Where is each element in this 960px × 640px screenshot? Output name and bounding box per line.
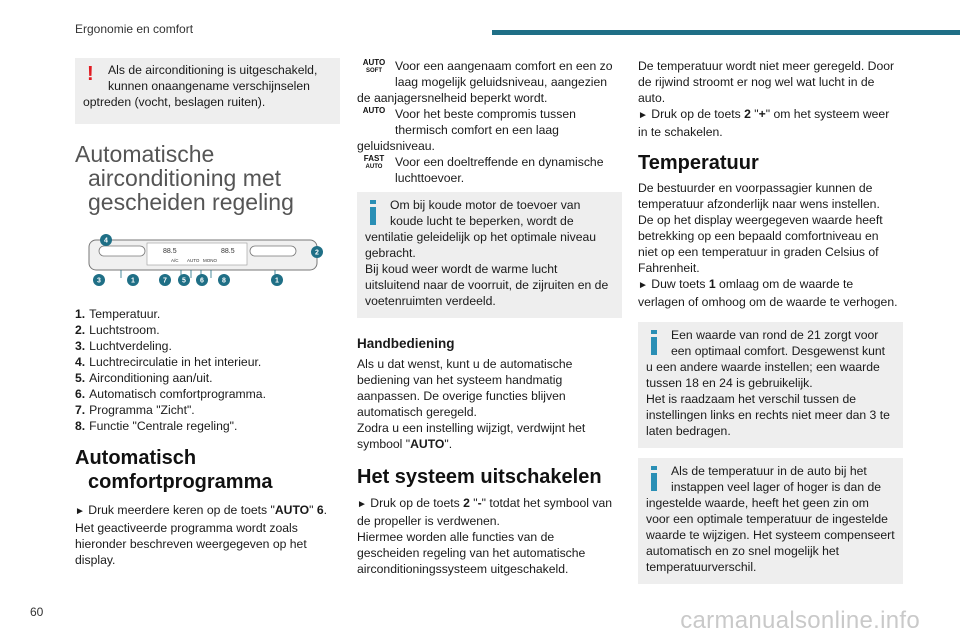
text-run: 6 — [316, 503, 324, 517]
comfort-line: hieronder beschreven weergegeven op het — [75, 537, 307, 551]
panel-ac-label: A/C — [171, 258, 179, 263]
temp-line: De op het display weergegeven waarde heeft — [638, 213, 883, 227]
text-run: 1 — [708, 277, 716, 291]
legend-item — [75, 354, 340, 370]
off-line — [357, 495, 622, 513]
off-line: gescheiden regeling van het automatische — [357, 546, 586, 560]
icon-label: AUTO — [362, 58, 386, 67]
info-box-temp-difference — [638, 458, 903, 584]
info-icon — [365, 200, 381, 224]
info-line: temperatuurverschil. — [646, 560, 757, 574]
text-run: " — [469, 496, 478, 510]
callout-6: 6 — [200, 277, 204, 285]
mode-line: Voor een doeltreffende en dynamische — [395, 155, 604, 169]
panel-mono-label: MONO — [203, 258, 217, 263]
temp-line: temperatuur afzonderlijk naar wens instellen. — [638, 197, 880, 211]
comfort-line: Het geactiveerde programma wordt zoals — [75, 521, 298, 535]
manual-line: aanpassen. De overige functies blijven — [357, 389, 566, 403]
icon-label: AUTO — [362, 106, 386, 115]
auto-mode-icon — [359, 107, 389, 115]
mode-item — [357, 154, 622, 186]
column-right — [638, 58, 903, 594]
temp-line: Fahrenheit. — [638, 261, 700, 275]
mode-line: de aanjagersnelheid beperkt wordt. — [357, 91, 548, 105]
comfort-line: display. — [75, 553, 116, 567]
info-line: uitsluitend naar de voorruit, de zijruiten en de — [365, 278, 609, 292]
text-run: 2 — [463, 496, 470, 510]
info-line: instappen veel lager of hoger is dan de — [671, 480, 882, 494]
auto-mode-icon — [359, 59, 389, 75]
off-paragraph — [357, 495, 622, 577]
mode-line: Voor een aangenaam comfort en een zo — [395, 59, 613, 73]
info-line: gebracht. — [365, 246, 416, 260]
intro-line: de rijwind stroomt er nog wel wat lucht in de — [638, 75, 875, 89]
page-number: 60 — [30, 605, 44, 619]
title-line: Automatische — [75, 141, 215, 167]
comfort-line — [75, 502, 340, 520]
info-line: ventilatie geleidelijk op het optimale niveau — [365, 230, 597, 244]
info-line: waarde te wijzigen. Het systeem compenseert — [646, 528, 895, 542]
callout-3: 3 — [97, 277, 101, 285]
off-line: airconditioningssysteem uitgeschakeld. — [357, 562, 569, 576]
info-icon — [646, 330, 662, 354]
text-run: . — [323, 503, 328, 517]
manual-line: Zodra u een instelling wijzigt, verdwijnt het — [357, 421, 586, 435]
arrow-icon: ► — [357, 499, 367, 510]
control-panel-illustration — [85, 234, 340, 290]
mode-item — [357, 58, 622, 106]
text-run: " om het systeem weer — [765, 107, 890, 121]
legend-item — [75, 386, 340, 402]
info-line: voetenruimten verdeeld. — [365, 294, 496, 308]
callout-4: 4 — [104, 237, 108, 245]
legend-number: 3. — [75, 339, 86, 353]
subsection-title-manual: Handbediening — [357, 336, 455, 351]
arrow-icon: ► — [638, 110, 648, 121]
off-continued-paragraph — [638, 58, 903, 140]
text-run: 2 — [744, 107, 751, 121]
title-line: gescheiden regeling — [88, 189, 294, 215]
callout-1-right: 1 — [275, 277, 279, 285]
info-line: Een waarde van rond de 21 zorgt voor — [671, 328, 879, 342]
legend-number: 7. — [75, 403, 86, 417]
control-panel-drawing — [85, 234, 335, 290]
warning-box — [75, 58, 340, 124]
callout-8: 8 — [222, 277, 226, 285]
info-line: Om bij koude motor de toevoer van — [390, 198, 581, 212]
warning-line: Als de airconditioning is uitgeschakeld, — [108, 63, 318, 77]
warning-line: kunnen onaangename verschijnselen — [108, 79, 310, 93]
temperature-paragraph — [638, 180, 903, 310]
off-line: de propeller is verdwenen. — [357, 514, 500, 528]
info-line: Het is raadzaam het verschil tussen de — [646, 392, 856, 406]
info-line: automatisch en zo snel mogelijk het — [646, 544, 840, 558]
panel-temp-right: 88.5 — [221, 248, 235, 255]
legend-number: 6. — [75, 387, 86, 401]
section-header: Ergonomie en comfort — [75, 22, 194, 36]
legend-number: 1. — [75, 307, 86, 321]
callout-7: 7 — [163, 277, 167, 285]
temp-line: verlagen of omhoog om de waarde te verhogen. — [638, 295, 898, 309]
warning-line: optreden (vocht, beslagen ruiten). — [83, 95, 266, 109]
text-run: " — [309, 503, 317, 517]
arrow-icon: ► — [638, 280, 648, 291]
info-line: Als de temperatuur in de auto bij het — [671, 464, 867, 478]
panel-temp-left: 88.5 — [163, 248, 177, 255]
mode-list — [357, 58, 622, 186]
legend-number: 2. — [75, 323, 86, 337]
mode-line: thermisch comfort en een laag — [395, 123, 559, 137]
text-run: + — [758, 107, 766, 121]
text-run: " totdat het symbool van — [481, 496, 613, 510]
temp-line: De bestuurder en voorpassagier kunnen de — [638, 181, 873, 195]
intro-line — [638, 106, 903, 124]
legend-text: Luchtstroom. — [89, 323, 160, 337]
column-left — [75, 58, 340, 568]
mode-item — [357, 106, 622, 154]
legend-item — [75, 306, 340, 322]
text-run: AUTO — [274, 503, 310, 517]
manual-line — [357, 436, 622, 452]
section-title-auto-ac — [75, 142, 340, 214]
icon-label: SOFT — [366, 68, 382, 74]
mode-line: luchttoevoer. — [395, 171, 465, 185]
legend-number: 5. — [75, 371, 86, 385]
manual-paragraph — [357, 356, 622, 452]
legend-text: Luchtverdeling. — [89, 339, 172, 353]
legend-list — [75, 306, 340, 434]
text-run: Druk op de toets — [651, 107, 745, 121]
arrow-icon: ► — [75, 506, 85, 517]
legend-item — [75, 370, 340, 386]
comfort-paragraph — [75, 502, 340, 568]
info-line: instellingen links en rechts niet meer dan 3 te — [646, 408, 890, 422]
info-line: u een andere waarde instellen; een waarde — [646, 360, 880, 374]
title-line: comfortprogramma — [88, 471, 273, 493]
temp-line: betrekking op een bepaald comfortniveau en — [638, 229, 879, 243]
manual-line: bediening van het systeem handmatig — [357, 373, 563, 387]
legend-text: Functie "Centrale regeling". — [89, 419, 238, 433]
intro-line: auto. — [638, 91, 666, 105]
title-line: Automatisch — [75, 447, 197, 469]
text-run: ". — [444, 437, 453, 451]
legend-text: Airconditioning aan/uit. — [89, 371, 213, 385]
section-title-off: Het systeem uitschakelen — [357, 466, 602, 488]
info-box-cold-engine — [357, 192, 622, 318]
info-icon — [646, 466, 662, 490]
legend-text: Temperatuur. — [89, 307, 161, 321]
manual-line: automatisch geregeld. — [357, 405, 477, 419]
legend-item — [75, 322, 340, 338]
manual-line: Als u dat wenst, kunt u de automatische — [357, 357, 573, 371]
text-run: Druk op de toets — [370, 496, 464, 510]
title-line: airconditioning met — [88, 165, 282, 191]
mode-line: Voor het beste compromis tussen — [395, 107, 576, 121]
legend-text: Luchtrecirculatie in het interieur. — [89, 355, 262, 369]
warning-icon: ! — [87, 63, 94, 85]
intro-line: De temperatuur wordt niet meer geregeld. Door — [638, 59, 895, 73]
intro-line: in te schakelen. — [638, 125, 723, 139]
callout-2: 2 — [315, 249, 319, 257]
text-run: omlaag om de waarde te — [715, 277, 854, 291]
panel-auto-label: AUTO — [187, 258, 200, 263]
info-line: laten bedragen. — [646, 424, 731, 438]
info-line: koude lucht te beperken, wordt de — [390, 214, 574, 228]
text-run: - — [477, 496, 482, 510]
text-run: AUTO — [410, 437, 445, 451]
info-box-comfort-value — [638, 322, 903, 448]
legend-number: 8. — [75, 419, 86, 433]
legend-item — [75, 418, 340, 434]
text-run: Duw toets — [651, 277, 709, 291]
legend-number: 4. — [75, 355, 86, 369]
callout-1-left: 1 — [131, 277, 135, 285]
callout-5: 5 — [182, 277, 186, 285]
text-run: symbool " — [357, 437, 411, 451]
text-run: Druk meerdere keren op de toets " — [88, 503, 275, 517]
info-line: tussen 18 en 24 is gebruikelijk. — [646, 376, 813, 390]
text-run: " — [750, 107, 759, 121]
watermark: carmanualsonline.info — [680, 607, 920, 634]
auto-mode-icon — [359, 155, 389, 171]
mode-line: geluidsniveau. — [357, 139, 435, 153]
temp-line: niet op een temperatuur in graden Celsius of — [638, 245, 879, 259]
icon-label: AUTO — [365, 164, 383, 170]
legend-item — [75, 338, 340, 354]
info-line: Bij koud weer wordt de warme lucht — [365, 262, 558, 276]
info-line: ingestelde waarde, heeft het geen zin om — [646, 496, 869, 510]
mode-line: laag mogelijk geluidsniveau, aangezien — [395, 75, 608, 89]
legend-item — [75, 402, 340, 418]
section-title-comfort — [75, 446, 340, 494]
legend-text: Automatisch comfortprogramma. — [89, 387, 266, 401]
header-bar — [492, 30, 960, 35]
column-middle — [357, 58, 622, 577]
icon-label: FAST — [363, 154, 385, 163]
temp-line — [638, 276, 903, 294]
legend-text: Programma "Zicht". — [89, 403, 195, 417]
off-line: Hiermee worden alle functies van de — [357, 530, 555, 544]
section-title-temperature: Temperatuur — [638, 152, 759, 174]
info-line: voor een optimale temperatuur de ingestelde — [646, 512, 888, 526]
info-line: een optimaal comfort. Desgewenst kunt — [671, 344, 886, 358]
